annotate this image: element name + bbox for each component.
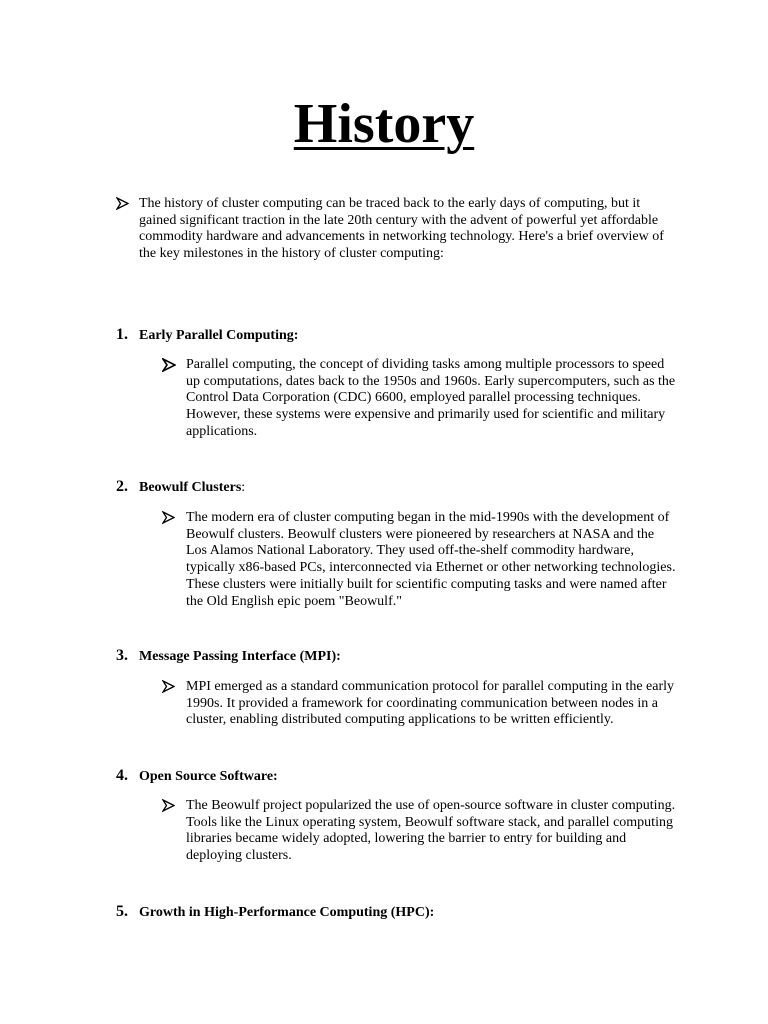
intro-paragraph: The history of cluster computing can be traced back to the early days of computing, but it gained significant traction in the late 20th century with the advent of powerful yet affordable commodity hardware and advancements in networking technology. Here's a brief overview of the key milestones in the history of cluster computing:	[139, 196, 664, 262]
arrowhead-bullet-icon	[116, 197, 130, 211]
section-body: MPI emerged as a standard communication protocol for parallel computing in the early 1990s. It provided a framework for coordinating communication between nodes in a cluster, enabling distributed computing applications to be written efficiently.	[186, 679, 675, 728]
section-body: The modern era of cluster computing began in the mid-1990s with the development of Beowulf clusters. Beowulf clusters were pioneered by researchers at NASA and the Los Alamos National Laboratory. They used off-the-shelf commodity hardware, typically x86-based PCs, interconnected via Ethernet or other networking technologies. These clusters were initially built for scientific computing tasks and were named after the Old English epic poem "Beowulf."	[186, 510, 676, 609]
section-bullet-3	[162, 679, 676, 729]
section-title: Message Passing Interface (MPI):	[139, 649, 341, 664]
section-bullet-1	[162, 357, 676, 441]
section-title: Open Source Software:	[139, 769, 278, 784]
section-heading-1	[116, 326, 298, 344]
section-heading-4	[116, 767, 278, 785]
arrowhead-bullet-icon	[162, 511, 176, 525]
section-number: 4.	[116, 767, 128, 784]
intro-bullet	[116, 196, 676, 263]
section-title: Growth in High-Performance Computing (HPC):	[139, 905, 435, 920]
arrowhead-bullet-icon	[162, 680, 176, 694]
section-bullet-2	[162, 510, 676, 610]
section-bullet-4	[162, 798, 676, 865]
section-heading-3	[116, 647, 341, 665]
arrowhead-bullet-icon	[162, 358, 176, 372]
section-body: The Beowulf project popularized the use of open-source software in cluster computing. Tools like the Linux operating system, Beowulf software stack, and parallel computing libraries became widely adopted, lowering the barrier to entry for building and deploying clusters.	[186, 798, 676, 864]
section-title: Beowulf Clusters:	[139, 480, 246, 495]
page-title: History	[293, 93, 475, 155]
section-number: 3.	[116, 647, 128, 664]
arrowhead-bullet-icon	[162, 799, 176, 813]
section-number: 5.	[116, 903, 128, 920]
section-number: 2.	[116, 478, 128, 495]
section-body: Parallel computing, the concept of dividing tasks among multiple processors to speed up computations, dates back to the 1950s and 1960s. Early supercomputers, such as the Control Data Corporation (CDC) 6600, employed parallel processing techniques. However, these systems were expensive and primarily used for scientific and military applications.	[186, 357, 676, 439]
section-heading-5	[116, 903, 434, 921]
section-number: 1.	[116, 326, 128, 343]
section-title: Early Parallel Computing:	[139, 328, 299, 343]
section-heading-2	[116, 478, 245, 496]
